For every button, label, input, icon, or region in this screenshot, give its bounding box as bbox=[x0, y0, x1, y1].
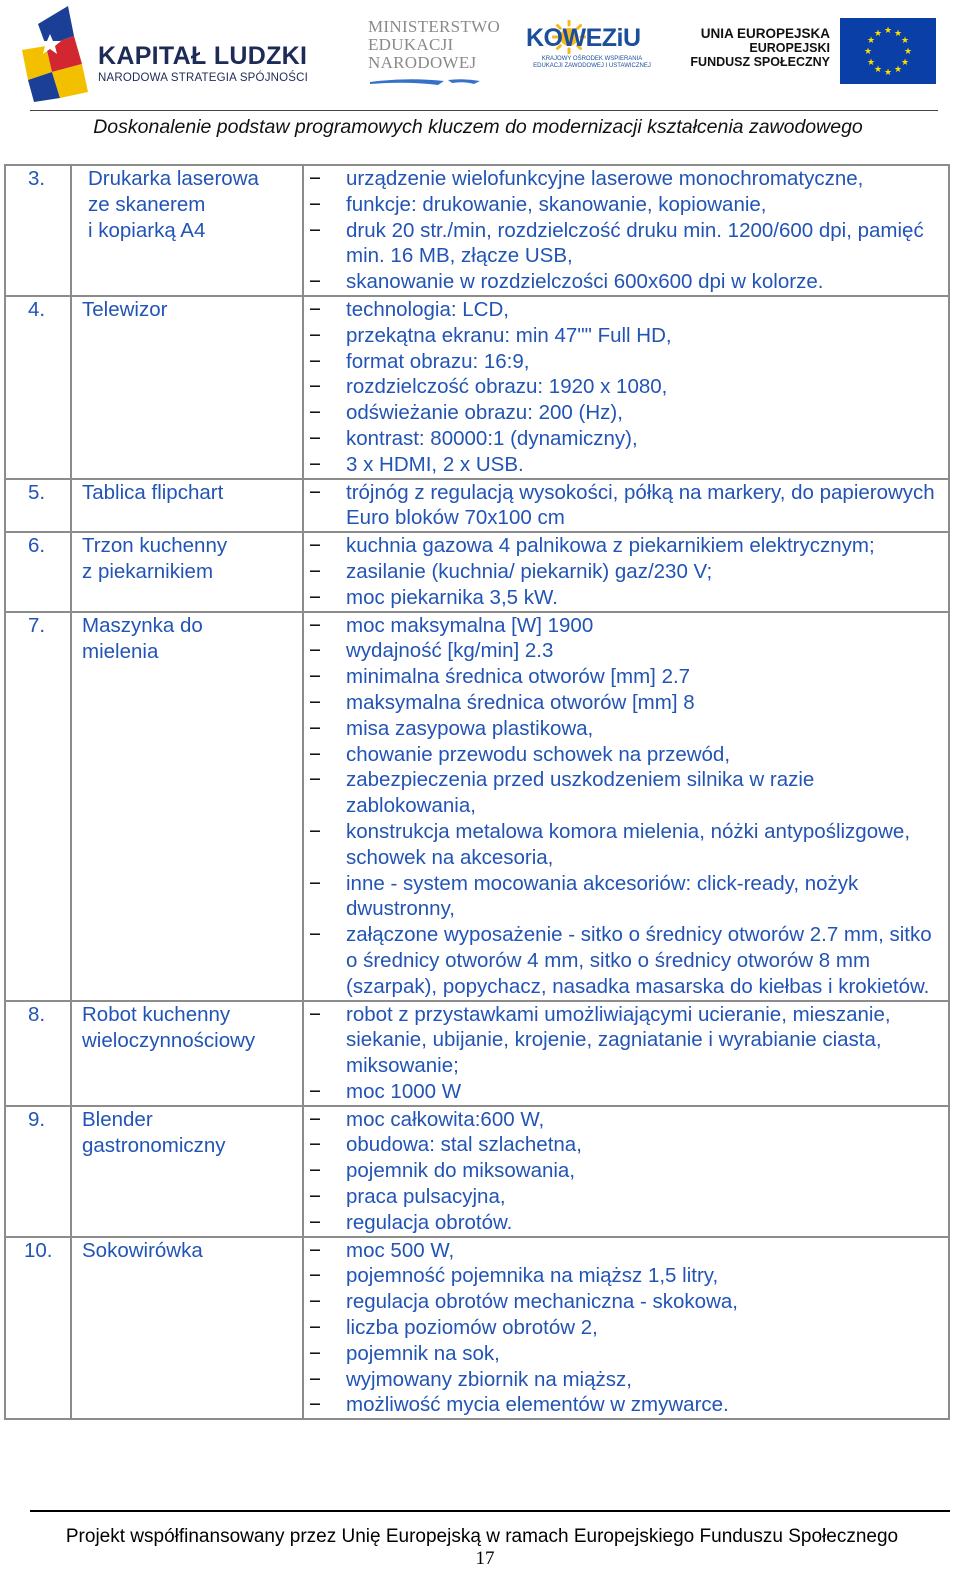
spec-item bbox=[304, 871, 948, 923]
equipment-name-line: Robot kuchenny bbox=[82, 1002, 231, 1026]
svg-text:★: ★ bbox=[900, 36, 910, 46]
spec-text: urządzenie wielofunkcyjne laserowe monochromatyczne, bbox=[346, 167, 864, 190]
table-body bbox=[5, 165, 949, 1419]
koweziu-logo bbox=[526, 16, 651, 80]
spec-text: regulacja obrotów. bbox=[346, 1210, 513, 1234]
dash-bullet-icon: − bbox=[309, 690, 321, 714]
equipment-specs bbox=[303, 296, 949, 479]
dash-bullet-icon: − bbox=[309, 1210, 321, 1234]
spec-text: załączone wyposażenie - sitko o średnicy otworów 2.7 mm, sitko o średnicy otworów 4 mm, sitko o średnicy otworów 8 mm (szarpak), popychacz, nasadka masarska do kiełbas i krokietów. bbox=[346, 923, 932, 998]
dash-bullet-icon: − bbox=[309, 742, 321, 766]
spec-item bbox=[304, 1002, 948, 1079]
eu-line-2: EUROPEJSKI bbox=[749, 41, 830, 55]
spec-text: liczba poziomów obrotów 2, bbox=[346, 1316, 598, 1340]
row-number: 9. bbox=[5, 1106, 71, 1237]
svg-text:★: ★ bbox=[883, 68, 893, 78]
kapital-ludzki-logo-icon bbox=[16, 6, 90, 102]
svg-text:★: ★ bbox=[903, 47, 913, 57]
equipment-name-line: Sokowirówka bbox=[82, 1238, 203, 1262]
spec-text: zasilanie (kuchnia/ piekarnik) gaz/230 V; bbox=[346, 559, 713, 583]
equipment-specs bbox=[303, 1106, 949, 1237]
equipment-name bbox=[71, 532, 303, 611]
spec-text: wydajność [kg/min] 2.3 bbox=[346, 639, 554, 663]
equipment-name bbox=[71, 296, 303, 479]
table-row bbox=[5, 165, 949, 296]
dash-bullet-icon: − bbox=[309, 1316, 321, 1340]
equipment-specs bbox=[303, 479, 949, 533]
dash-bullet-icon: − bbox=[309, 1133, 321, 1157]
equipment-name bbox=[71, 1237, 303, 1420]
spec-text: format obrazu: 16:9, bbox=[346, 349, 530, 373]
dash-bullet-icon: − bbox=[309, 1002, 321, 1026]
dash-bullet-icon: − bbox=[309, 534, 321, 558]
equipment-name-line: Telewizor bbox=[82, 297, 168, 321]
spec-item bbox=[304, 452, 948, 478]
men-logo bbox=[368, 18, 508, 88]
table-row bbox=[5, 1001, 949, 1106]
equipment-name-line: gastronomiczny bbox=[82, 1133, 226, 1157]
spec-list bbox=[304, 480, 948, 532]
dash-bullet-icon: − bbox=[309, 1341, 321, 1365]
dash-bullet-icon: − bbox=[309, 665, 321, 689]
dash-bullet-icon: − bbox=[309, 192, 321, 216]
dash-bullet-icon: − bbox=[309, 1107, 321, 1131]
row-number: 3. bbox=[5, 165, 71, 296]
equipment-name-line: Maszynka do bbox=[82, 613, 203, 637]
svg-text:★: ★ bbox=[893, 65, 903, 75]
spec-text: zabezpieczenia przed uszkodzeniem silnika w razie zablokowania, bbox=[346, 768, 815, 818]
equipment-name bbox=[71, 612, 303, 1001]
svg-text:★: ★ bbox=[900, 58, 910, 68]
men-line: MINISTERSTWO bbox=[368, 17, 501, 36]
spec-text: odświeżanie obrazu: 200 (Hz), bbox=[346, 401, 623, 425]
spec-text: regulacja obrotów mechaniczna - skokowa, bbox=[346, 1290, 738, 1314]
svg-text:★: ★ bbox=[893, 29, 903, 39]
footer-text: Projekt współfinansowany przez Unię Europejską w ramach Europejskiego Funduszu Społecznego bbox=[65, 1526, 899, 1547]
header-logos bbox=[0, 0, 960, 108]
spec-item bbox=[304, 1079, 948, 1105]
spec-item bbox=[304, 218, 948, 270]
table-row bbox=[5, 1237, 949, 1420]
svg-text:★: ★ bbox=[866, 58, 876, 68]
spec-text: 3 x HDMI, 2 x USB. bbox=[346, 452, 524, 476]
spec-text: kontrast: 80000:1 (dynamiczny), bbox=[346, 426, 638, 450]
spec-text: moc 1000 W bbox=[346, 1079, 462, 1103]
dash-bullet-icon: − bbox=[309, 375, 321, 399]
spec-item bbox=[304, 742, 948, 768]
eu-logo bbox=[680, 16, 938, 86]
spec-list bbox=[304, 166, 948, 295]
spec-item bbox=[304, 1263, 948, 1289]
spec-text: trójnóg z regulacją wysokości, półką na markery, do papierowych Euro bloków 70x100 cm bbox=[346, 480, 935, 530]
men-line: NARODOWEJ bbox=[368, 53, 477, 72]
svg-text:★: ★ bbox=[873, 29, 883, 39]
spec-item bbox=[304, 1158, 948, 1184]
dash-bullet-icon: − bbox=[309, 218, 321, 242]
spec-text: przekątna ekranu: min 47"" Full HD, bbox=[346, 323, 672, 347]
dash-bullet-icon: − bbox=[309, 452, 321, 476]
spec-item bbox=[304, 323, 948, 349]
spec-text: możliwość mycia elementów w zmywarce. bbox=[346, 1393, 729, 1417]
spec-item bbox=[304, 585, 948, 611]
koweziu-title: KOWEZiU bbox=[526, 24, 641, 52]
row-number: 4. bbox=[5, 296, 71, 479]
spec-list bbox=[304, 297, 948, 478]
dash-bullet-icon: − bbox=[309, 613, 321, 637]
eu-line-1: UNIA EUROPEJSKA bbox=[700, 26, 830, 41]
spec-item bbox=[304, 1132, 948, 1158]
spec-item bbox=[304, 269, 948, 295]
row-number: 6. bbox=[5, 532, 71, 611]
equipment-specs bbox=[303, 1001, 949, 1106]
dash-bullet-icon: − bbox=[309, 349, 321, 373]
kapital-ludzki-subtitle: NARODOWA STRATEGIA SPÓJNOŚCI bbox=[98, 72, 309, 84]
spec-item bbox=[304, 480, 948, 532]
spec-item bbox=[304, 638, 948, 664]
spec-text: konstrukcja metalowa komora mielenia, nóżki antypoślizgowe, schowek na akcesoria, bbox=[346, 819, 911, 869]
spec-item bbox=[304, 1367, 948, 1393]
spec-text: moc całkowita:600 W, bbox=[346, 1107, 545, 1131]
spec-text: minimalna średnica otworów [mm] 2.7 bbox=[346, 665, 691, 689]
dash-bullet-icon: − bbox=[309, 1159, 321, 1183]
spec-list bbox=[304, 533, 948, 610]
table-row bbox=[5, 612, 949, 1001]
row-number: 7. bbox=[5, 612, 71, 1001]
equipment-name-line: z piekarnikiem bbox=[82, 560, 214, 584]
dash-bullet-icon: − bbox=[309, 323, 321, 347]
spec-item bbox=[304, 1107, 948, 1133]
spec-list bbox=[304, 613, 948, 1000]
dash-bullet-icon: − bbox=[309, 167, 321, 190]
dash-bullet-icon: − bbox=[309, 1264, 321, 1288]
spec-item bbox=[304, 1210, 948, 1236]
equipment-spec-table bbox=[4, 164, 950, 1420]
dash-bullet-icon: − bbox=[309, 297, 321, 321]
equipment-name-line: ze skanerem bbox=[88, 193, 206, 216]
spec-item bbox=[304, 922, 948, 999]
equipment-specs bbox=[303, 165, 949, 296]
spec-text: moc 500 W, bbox=[346, 1238, 455, 1262]
spec-item bbox=[304, 374, 948, 400]
dash-bullet-icon: − bbox=[309, 1393, 321, 1417]
dash-bullet-icon: − bbox=[309, 1238, 321, 1262]
row-number: 8. bbox=[5, 1001, 71, 1106]
equipment-name-line: i kopiarką A4 bbox=[88, 219, 206, 242]
kapital-ludzki-title: KAPITAŁ LUDZKI bbox=[98, 42, 308, 70]
equipment-name-line: wieloczynnościowy bbox=[82, 1028, 256, 1052]
table-row bbox=[5, 479, 949, 533]
footer-rule bbox=[30, 1510, 950, 1512]
spec-item bbox=[304, 1184, 948, 1210]
table-row bbox=[5, 296, 949, 479]
spec-item bbox=[304, 664, 948, 690]
spec-item bbox=[304, 716, 948, 742]
table-row bbox=[5, 532, 949, 611]
spec-item bbox=[304, 1238, 948, 1264]
row-number: 5. bbox=[5, 479, 71, 533]
spec-text: inne - system mocowania akcesoriów: click-ready, nożyk dwustronny, bbox=[346, 871, 859, 921]
spec-item bbox=[304, 166, 948, 192]
equipment-name-line: mielenia bbox=[82, 639, 159, 663]
spec-text: rozdzielczość obrazu: 1920 x 1080, bbox=[346, 375, 668, 399]
spec-text: kuchnia gazowa 4 palnikowa z piekarnikiem elektrycznym; bbox=[346, 534, 875, 558]
dash-bullet-icon: − bbox=[309, 639, 321, 663]
dash-bullet-icon: − bbox=[309, 1079, 321, 1103]
equipment-name bbox=[71, 479, 303, 533]
spec-text: pojemnik na sok, bbox=[346, 1341, 500, 1365]
spec-text: skanowanie w rozdzielczości 600x600 dpi w kolorze. bbox=[346, 270, 824, 294]
spec-item bbox=[304, 1341, 948, 1367]
equipment-name-line: Drukarka laserowa bbox=[88, 167, 259, 190]
svg-text:★: ★ bbox=[866, 36, 876, 46]
equipment-name bbox=[71, 1001, 303, 1106]
spec-text: pojemność pojemnika na miąższ 1,5 litry, bbox=[346, 1264, 719, 1288]
equipment-specs bbox=[303, 532, 949, 611]
dash-bullet-icon: − bbox=[309, 1290, 321, 1314]
spec-item bbox=[304, 192, 948, 218]
spec-item bbox=[304, 1315, 948, 1341]
spec-list bbox=[304, 1107, 948, 1236]
spec-item bbox=[304, 426, 948, 452]
spec-text: moc piekarnika 3,5 kW. bbox=[346, 585, 558, 609]
eu-logo-text bbox=[690, 26, 830, 69]
spec-item bbox=[304, 1289, 948, 1315]
spec-item bbox=[304, 349, 948, 375]
spec-item bbox=[304, 297, 948, 323]
spec-text: robot z przystawkami umożliwiającymi ucieranie, mieszanie, siekanie, ubijanie, krojenie, zagniatanie i wyrabianie ciasta, miksowanie; bbox=[346, 1002, 891, 1078]
dash-bullet-icon: − bbox=[309, 401, 321, 425]
dash-bullet-icon: − bbox=[309, 270, 321, 294]
page-number: 17 bbox=[475, 1548, 495, 1569]
spec-item bbox=[304, 819, 948, 871]
spec-text: praca pulsacyjna, bbox=[346, 1185, 506, 1209]
spec-item bbox=[304, 400, 948, 426]
dash-bullet-icon: − bbox=[309, 923, 321, 947]
spec-item bbox=[304, 613, 948, 639]
kapital-ludzki-logo bbox=[16, 6, 316, 102]
spec-text: chowanie przewodu schowek na przewód, bbox=[346, 742, 731, 766]
row-number: 10. bbox=[5, 1237, 71, 1420]
dash-bullet-icon: − bbox=[309, 819, 321, 843]
dash-bullet-icon: − bbox=[309, 1367, 321, 1391]
equipment-name-line: Tablica flipchart bbox=[82, 480, 224, 504]
dash-bullet-icon: − bbox=[309, 426, 321, 450]
dash-bullet-icon: − bbox=[309, 559, 321, 583]
spec-text: druk 20 str./min, rozdzielczość druku min. 1200/600 dpi, pamięć min. 16 MB, złącze USB, bbox=[346, 218, 924, 268]
table-row bbox=[5, 1106, 949, 1237]
dash-bullet-icon: − bbox=[309, 585, 321, 609]
equipment-name bbox=[71, 1106, 303, 1237]
koweziu-subtitle: KRAJOWY OŚRODEK WSPIERANIA EDUKACJI ZAWODOWEJ I USTAWICZNEJ bbox=[533, 56, 651, 69]
spec-text: moc maksymalna [W] 1900 bbox=[346, 613, 594, 637]
svg-text:★: ★ bbox=[863, 47, 873, 57]
spec-item bbox=[304, 1392, 948, 1418]
equipment-name-line: Blender bbox=[82, 1107, 153, 1131]
dash-bullet-icon: − bbox=[309, 480, 321, 504]
dash-bullet-icon: − bbox=[309, 871, 321, 895]
eu-line-3: FUNDUSZ SPOŁECZNY bbox=[690, 55, 830, 69]
dash-bullet-icon: − bbox=[309, 716, 321, 740]
dash-bullet-icon: − bbox=[309, 768, 321, 792]
document-title: Doskonalenie podstaw programowych kluczem do modernizacji kształcenia zawodowego bbox=[93, 116, 863, 138]
svg-text:★: ★ bbox=[873, 65, 883, 75]
header-divider bbox=[30, 110, 938, 111]
men-swoosh-icon bbox=[368, 76, 488, 86]
dash-bullet-icon: − bbox=[309, 1185, 321, 1209]
spec-item bbox=[304, 533, 948, 559]
spec-text: pojemnik do miksowania, bbox=[346, 1159, 576, 1183]
svg-text:★: ★ bbox=[883, 26, 893, 36]
eu-flag-icon bbox=[840, 18, 936, 84]
equipment-specs bbox=[303, 1237, 949, 1420]
spec-text: misa zasypowa plastikowa, bbox=[346, 716, 594, 740]
spec-text: obudowa: stal szlachetna, bbox=[346, 1133, 582, 1157]
equipment-name-line: Trzon kuchenny bbox=[82, 534, 228, 558]
spec-text: technologia: LCD, bbox=[346, 297, 509, 321]
spec-text: wyjmowany zbiornik na miąższ, bbox=[346, 1367, 632, 1391]
spec-list bbox=[304, 1002, 948, 1105]
spec-item bbox=[304, 559, 948, 585]
spec-item bbox=[304, 690, 948, 716]
equipment-name bbox=[71, 165, 303, 296]
men-line: EDUKACJI bbox=[368, 35, 454, 54]
spec-text: funkcje: drukowanie, skanowanie, kopiowanie, bbox=[346, 192, 767, 216]
equipment-specs bbox=[303, 612, 949, 1001]
spec-text: maksymalna średnica otworów [mm] 8 bbox=[346, 690, 695, 714]
spec-list bbox=[304, 1238, 948, 1419]
spec-item bbox=[304, 767, 948, 819]
